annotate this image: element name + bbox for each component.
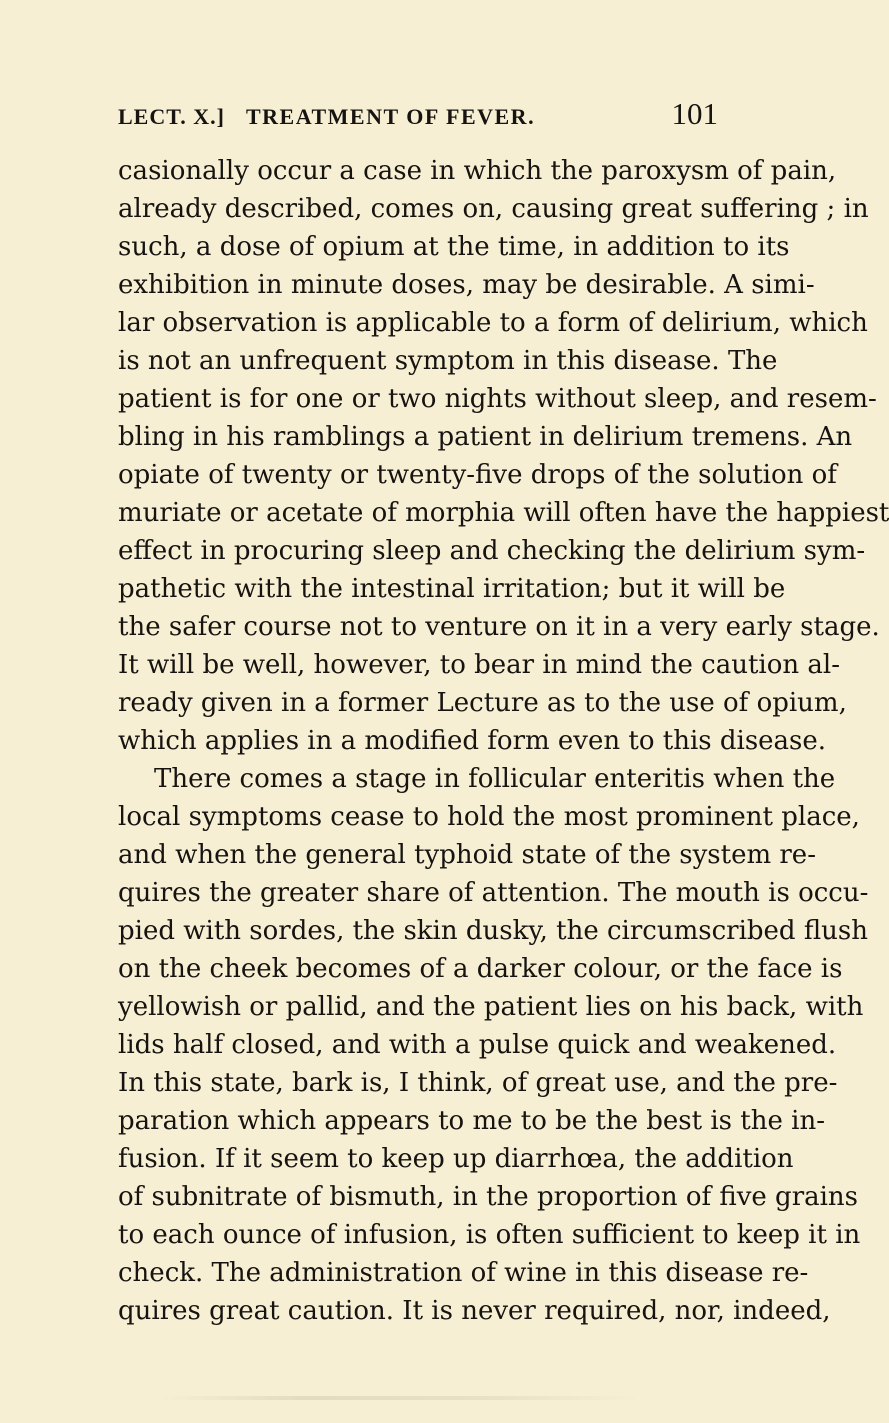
text-line: There comes a stage in follicular enteritis when the bbox=[154, 764, 836, 794]
text-line: exhibition in minute doses, may be desirable. A simi- bbox=[118, 270, 815, 300]
text-line: In this state, bark is, I think, of great use, and the pre- bbox=[118, 1068, 838, 1098]
text-line: quires the greater share of attention. The mouth is occu- bbox=[118, 878, 869, 908]
text-line: paration which appears to me to be the best is the in- bbox=[118, 1106, 825, 1136]
text-line: patient is for one or two nights without sleep, and resem- bbox=[118, 384, 877, 414]
text-line: pathetic with the intestinal irritation; but it will be bbox=[118, 574, 786, 604]
paragraph bbox=[118, 760, 869, 1330]
page-number: 101 bbox=[671, 96, 718, 131]
text-line: It will be well, however, to bear in mind the caution al- bbox=[118, 650, 840, 680]
text-line: check. The administration of wine in this disease re- bbox=[118, 1258, 809, 1288]
text-line: quires great caution. It is never required, nor, indeed, bbox=[118, 1296, 831, 1326]
lecture-label: LECT. X.] bbox=[118, 104, 225, 129]
text-line: which applies in a modified form even to this disease. bbox=[118, 726, 827, 756]
text-line: such, a dose of opium at the time, in addition to its bbox=[118, 232, 790, 262]
text-line: local symptoms cease to hold the most prominent place, bbox=[118, 802, 860, 832]
text-line: on the cheek becomes of a darker colour, or the face is bbox=[118, 954, 843, 984]
text-line: bling in his ramblings a patient in delirium tremens. An bbox=[118, 422, 853, 452]
paragraph bbox=[118, 152, 889, 760]
text-line: pied with sordes, the skin dusky, the circumscribed flush bbox=[118, 916, 869, 946]
body-text bbox=[118, 152, 889, 1330]
text-line: effect in procuring sleep and checking the delirium sym- bbox=[118, 536, 866, 566]
text-line: of subnitrate of bismuth, in the proportion of five grains bbox=[118, 1182, 859, 1212]
running-title: TREATMENT OF FEVER. bbox=[246, 104, 536, 129]
paper-smudge bbox=[160, 1396, 640, 1400]
text-line: the safer course not to venture on it in a very early stage. bbox=[118, 612, 880, 642]
text-line: lar observation is applicable to a form of delirium, which bbox=[118, 308, 868, 338]
text-line: is not an unfrequent symptom in this disease. The bbox=[118, 346, 778, 376]
text-line: to each ounce of infusion, is often sufficient to keep it in bbox=[118, 1220, 861, 1250]
running-header bbox=[118, 92, 718, 138]
text-line: yellowish or pallid, and the patient lies on his back, with bbox=[118, 992, 864, 1022]
text-line: opiate of twenty or twenty-five drops of the solution of bbox=[118, 460, 837, 490]
text-line: already described, comes on, causing great suffering ; in bbox=[118, 194, 869, 224]
text-line: muriate or acetate of morphia will often have the happiest bbox=[118, 498, 889, 528]
text-line: lids half closed, and with a pulse quick and weakened. bbox=[118, 1030, 837, 1060]
text-line: fusion. If it seem to keep up diarrhœa, the addition bbox=[118, 1144, 794, 1174]
text-line: ready given in a former Lecture as to the use of opium, bbox=[118, 688, 847, 718]
text-line: casionally occur a case in which the paroxysm of pain, bbox=[118, 156, 837, 186]
text-line: and when the general typhoid state of the system re- bbox=[118, 840, 816, 870]
